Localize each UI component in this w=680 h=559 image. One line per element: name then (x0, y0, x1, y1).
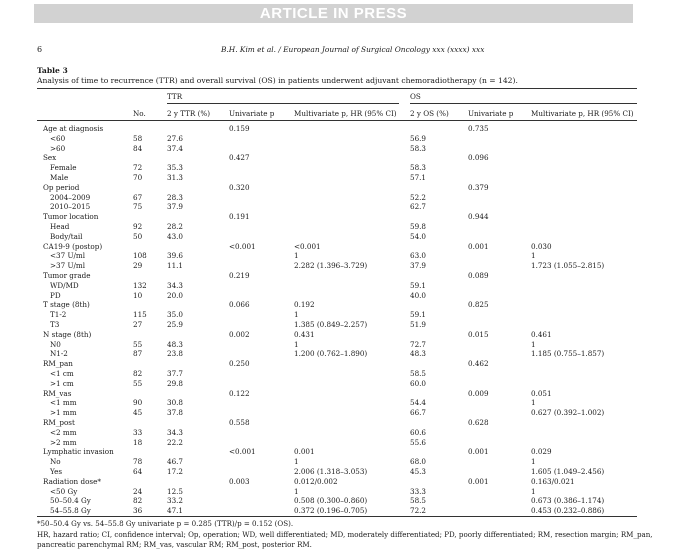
cell-os-multivariate: 1.605 (1.049–2.456) (531, 467, 605, 476)
cell-ttr-2y: 28.2 (167, 222, 184, 231)
table-row (0, 369, 680, 379)
cell-os-2y: 63.0 (410, 251, 427, 261)
cell-ttr-univariate: 0.219 (229, 271, 250, 280)
table-row (0, 408, 680, 418)
group-header-os: OS (410, 92, 421, 101)
cell-os-univariate: 0.628 (468, 418, 489, 427)
cell-ttr-multivariate: 2.006 (1.318–3.053) (294, 467, 368, 476)
table-row (0, 261, 680, 271)
cell-ttr-multivariate: <0.001 (294, 241, 321, 251)
cell-ttr-multivariate: 0.192 (294, 300, 315, 310)
cell-os-2y: 33.3 (410, 486, 427, 496)
row-label: Body/tail (50, 231, 83, 241)
cell-no: 82 (133, 369, 143, 378)
cell-no: 18 (133, 437, 143, 447)
cell-os-2y: 52.2 (410, 192, 427, 202)
cell-no: 90 (133, 398, 143, 408)
cell-os-univariate: 0.009 (468, 388, 489, 398)
cell-ttr-2y: 37.4 (167, 143, 184, 153)
cell-ttr-multivariate: 1 (294, 339, 299, 349)
table-row (0, 330, 680, 340)
row-label: Female (50, 163, 77, 173)
row-label: <60 (50, 133, 66, 143)
row-label: Tumor grade (43, 271, 91, 280)
cell-no: 55 (133, 378, 143, 388)
row-label: T3 (50, 320, 60, 329)
row-label: T1-2 (50, 310, 67, 320)
cell-ttr-2y: 28.3 (167, 192, 184, 202)
cell-os-univariate: 0.379 (468, 182, 489, 192)
footnote-abbreviations: HR, hazard ratio; CI, confidence interval; Op, operation; WD, well differentiated; MD, moderately differentiated; PD, poorly differentiated; RM, resection margin; RM_pan, (37, 530, 653, 539)
cell-no: 45 (133, 408, 143, 418)
cell-ttr-univariate: 0.558 (229, 418, 250, 427)
row-label: >1 mm (50, 408, 77, 418)
col-header-ttr-2y: 2 y TTR (%) (167, 109, 211, 118)
table-row (0, 202, 680, 212)
cell-ttr-multivariate: 1 (294, 310, 299, 320)
row-label: 54–55.8 Gy (50, 506, 91, 516)
cell-os-2y: 59.8 (410, 222, 427, 231)
table-row (0, 212, 680, 222)
table-row (0, 193, 680, 203)
cell-ttr-2y: 22.2 (167, 437, 184, 447)
cell-no: 78 (133, 457, 143, 467)
cell-os-2y: 54.0 (410, 231, 427, 241)
row-label: >60 (50, 143, 66, 153)
cell-ttr-multivariate: 1 (294, 251, 299, 261)
row-label: Age at diagnosis (43, 124, 104, 133)
cell-os-multivariate: 0.453 (0.232–0.886) (531, 506, 605, 516)
cell-ttr-2y: 46.7 (167, 457, 184, 467)
row-label: <1 mm (50, 398, 77, 408)
table-row (0, 144, 680, 154)
cell-ttr-2y: 34.3 (167, 427, 184, 437)
row-label: Op period (43, 182, 80, 192)
cell-no: 33 (133, 427, 143, 437)
cell-ttr-multivariate: 1.200 (0.762–1.890) (294, 349, 368, 359)
article-in-press-banner: ARTICLE IN PRESS (34, 4, 633, 23)
cell-os-multivariate: 1 (531, 398, 536, 408)
table-row (0, 134, 680, 144)
cell-ttr-univariate: 0.320 (229, 182, 250, 192)
cell-os-2y: 58.3 (410, 163, 427, 173)
row-label: N1-2 (50, 349, 68, 359)
table-row (0, 183, 680, 193)
col-header-ttr-univariate: Univariate p (229, 109, 275, 118)
cell-ttr-2y: 29.8 (167, 378, 184, 388)
cell-os-multivariate: 1 (531, 486, 536, 496)
table-row (0, 242, 680, 252)
cell-os-2y: 40.0 (410, 290, 427, 300)
row-label: Head (50, 222, 70, 231)
cell-os-univariate: 0.825 (468, 300, 489, 310)
col-header-os-2y: 2 y OS (%) (410, 109, 449, 118)
cell-no: 108 (133, 251, 147, 261)
cell-ttr-univariate: 0.250 (229, 359, 250, 369)
cell-no: 75 (133, 202, 143, 212)
table-row (0, 428, 680, 438)
cell-os-2y: 58.3 (410, 143, 427, 153)
cell-ttr-2y: 12.5 (167, 486, 184, 496)
row-label: RM_pan (43, 359, 73, 369)
table-row (0, 300, 680, 310)
cell-os-multivariate: 0.051 (531, 388, 552, 398)
cell-ttr-multivariate: 0.431 (294, 329, 315, 339)
row-label: CA19-9 (postop) (43, 241, 103, 251)
row-label: 2004–2009 (50, 192, 91, 202)
footnote-abbreviations-cont: pancreatic parenchymal RM; RM_vas, vascular RM; RM_post, posterior RM. (37, 540, 312, 549)
cell-ttr-2y: 47.1 (167, 506, 184, 516)
cell-ttr-univariate: <0.001 (229, 241, 256, 251)
cell-ttr-2y: 48.3 (167, 339, 184, 349)
cell-ttr-univariate: <0.001 (229, 447, 256, 457)
table-row (0, 163, 680, 173)
row-label: <1 cm (50, 369, 74, 378)
row-label: >37 U/ml (50, 261, 86, 271)
cell-os-multivariate: 1.723 (1.055–2.815) (531, 261, 605, 271)
table-label: Table 3 (37, 66, 68, 75)
table-row (0, 389, 680, 399)
cell-ttr-2y: 37.9 (167, 202, 184, 212)
cell-os-univariate: 0.096 (468, 153, 489, 163)
cell-os-2y: 37.9 (410, 261, 427, 271)
table-row (0, 359, 680, 369)
table-row (0, 477, 680, 487)
row-label: <37 U/ml (50, 251, 86, 261)
cell-os-multivariate: 0.673 (0.386–1.174) (531, 496, 605, 506)
cell-ttr-2y: 37.8 (167, 408, 184, 418)
page-number: 6 (37, 45, 43, 54)
table-bottom-rule (37, 516, 637, 517)
col-header-no: No. (133, 109, 146, 118)
table-row (0, 438, 680, 448)
row-label: RM_vas (43, 388, 72, 398)
cell-ttr-2y: 37.7 (167, 369, 184, 378)
cell-ttr-univariate: 0.002 (229, 329, 250, 339)
cell-no: 132 (133, 280, 147, 290)
cell-os-2y: 56.9 (410, 133, 427, 143)
cell-os-2y: 62.7 (410, 202, 427, 212)
table-caption: Analysis of time to recurrence (TTR) and overall survival (OS) in patients underwent adjuvant chemoradiotherapy (n = 142). (37, 76, 518, 85)
cell-no: 50 (133, 231, 143, 241)
cell-no: 67 (133, 192, 143, 202)
cell-os-2y: 58.5 (410, 369, 427, 378)
cell-ttr-univariate: 0.122 (229, 388, 250, 398)
table-row (0, 496, 680, 506)
cell-no: 87 (133, 349, 143, 359)
cell-os-multivariate: 1 (531, 251, 536, 261)
table-row (0, 251, 680, 261)
cell-os-2y: 66.7 (410, 408, 427, 418)
table-row (0, 153, 680, 163)
cell-no: 36 (133, 506, 143, 516)
cell-ttr-multivariate: 0.012/0.002 (294, 476, 338, 486)
cell-os-multivariate: 0.163/0.021 (531, 476, 575, 486)
running-head: B.H. Kim et al. / European Journal of Surgical Oncology xxx (xxxx) xxx (221, 45, 485, 54)
row-label: <2 mm (50, 427, 77, 437)
group-header-ttr: TTR (167, 92, 183, 101)
cell-os-2y: 72.2 (410, 506, 427, 516)
row-label: No (50, 457, 61, 467)
cell-ttr-univariate: 0.066 (229, 300, 250, 310)
cell-os-multivariate: 0.030 (531, 241, 552, 251)
table-row (0, 340, 680, 350)
cell-os-univariate: 0.089 (468, 271, 489, 280)
cell-os-2y: 59.1 (410, 280, 427, 290)
cell-ttr-2y: 33.2 (167, 496, 184, 506)
cell-os-univariate: 0.015 (468, 329, 489, 339)
table-row (0, 222, 680, 232)
cell-os-univariate: 0.001 (468, 447, 489, 457)
cell-ttr-multivariate: 2.282 (1.396–3.729) (294, 261, 368, 271)
cell-os-2y: 68.0 (410, 457, 427, 467)
cell-ttr-2y: 23.8 (167, 349, 184, 359)
cell-ttr-multivariate: 0.508 (0.300–0.860) (294, 496, 368, 506)
cell-no: 70 (133, 173, 143, 182)
table-row (0, 447, 680, 457)
cell-os-multivariate: 1 (531, 339, 536, 349)
cell-no: 29 (133, 261, 143, 271)
cell-no: 115 (133, 310, 147, 320)
table-row (0, 418, 680, 428)
cell-ttr-2y: 31.3 (167, 173, 184, 182)
cell-no: 10 (133, 290, 143, 300)
row-label: Radiation dose* (43, 476, 101, 486)
cell-os-2y: 55.6 (410, 437, 427, 447)
cell-ttr-2y: 35.3 (167, 163, 184, 173)
table-row (0, 232, 680, 242)
cell-os-2y: 51.9 (410, 320, 427, 329)
cell-no: 24 (133, 486, 143, 496)
table-row (0, 506, 680, 516)
row-label: N stage (8th) (43, 329, 92, 339)
table-row (0, 271, 680, 281)
cell-ttr-2y: 17.2 (167, 467, 184, 476)
table-row (0, 320, 680, 330)
cell-ttr-multivariate: 0.372 (0.196–0.705) (294, 506, 368, 516)
table-row (0, 379, 680, 389)
cell-no: 55 (133, 339, 143, 349)
row-label: 50–50.4 Gy (50, 496, 91, 506)
table-row (0, 281, 680, 291)
row-label: N0 (50, 339, 61, 349)
cell-os-univariate: 0.735 (468, 124, 489, 133)
table-row (0, 124, 680, 134)
cell-no: 84 (133, 143, 143, 153)
row-label: WD/MD (50, 280, 79, 290)
cell-ttr-2y: 27.6 (167, 133, 184, 143)
cell-os-univariate: 0.001 (468, 476, 489, 486)
table-row (0, 291, 680, 301)
cell-ttr-2y: 34.3 (167, 280, 184, 290)
row-label: 2010–2015 (50, 202, 91, 212)
cell-ttr-multivariate: 1 (294, 486, 299, 496)
cell-ttr-univariate: 0.003 (229, 476, 250, 486)
row-label: PD (50, 290, 61, 300)
cell-os-multivariate: 1 (531, 457, 536, 467)
cell-os-multivariate: 1.185 (0.755–1.857) (531, 349, 605, 359)
cell-os-univariate: 0.944 (468, 212, 489, 222)
cell-os-2y: 48.3 (410, 349, 427, 359)
cell-os-2y: 58.5 (410, 496, 427, 506)
cell-no: 64 (133, 467, 143, 476)
cell-os-univariate: 0.001 (468, 241, 489, 251)
col-header-os-multivariate: Multivariate p, HR (95% CI) (531, 109, 634, 118)
cell-ttr-univariate: 0.191 (229, 212, 250, 222)
row-label: Sex (43, 153, 57, 163)
row-label: >2 mm (50, 437, 77, 447)
cell-ttr-univariate: 0.427 (229, 153, 250, 163)
col-header-os-univariate: Univariate p (468, 109, 514, 118)
cell-os-2y: 45.3 (410, 467, 427, 476)
table-row (0, 349, 680, 359)
cell-os-2y: 60.0 (410, 378, 427, 388)
cell-ttr-multivariate: 1.385 (0.849–2.257) (294, 320, 368, 329)
row-label: Tumor location (43, 212, 99, 222)
table-row (0, 173, 680, 183)
cell-ttr-univariate: 0.159 (229, 124, 250, 133)
cell-ttr-multivariate: 0.001 (294, 447, 315, 457)
cell-os-2y: 59.1 (410, 310, 427, 320)
table-row (0, 398, 680, 408)
table-row (0, 457, 680, 467)
row-label: RM_post (43, 418, 75, 427)
cell-no: 82 (133, 496, 143, 506)
cell-ttr-2y: 43.0 (167, 231, 184, 241)
cell-os-univariate: 0.462 (468, 359, 489, 369)
row-label: >1 cm (50, 378, 74, 388)
cell-ttr-2y: 11.1 (167, 261, 184, 271)
cell-ttr-multivariate: 1 (294, 457, 299, 467)
table-row (0, 310, 680, 320)
table-row (0, 487, 680, 497)
cell-no: 92 (133, 222, 143, 231)
row-label: Lymphatic invasion (43, 447, 114, 457)
cell-no: 58 (133, 133, 143, 143)
cell-ttr-2y: 30.8 (167, 398, 184, 408)
cell-ttr-2y: 20.0 (167, 290, 184, 300)
footnote-radiation: *50–50.4 Gy vs. 54–55.8 Gy univariate p = 0.285 (TTR)/p = 0.152 (OS). (37, 519, 294, 528)
cell-os-2y: 72.7 (410, 339, 427, 349)
col-header-ttr-multivariate: Multivariate p, HR (95% CI) (294, 109, 397, 118)
row-label: Yes (50, 467, 63, 476)
cell-ttr-2y: 39.6 (167, 251, 184, 261)
cell-os-2y: 54.4 (410, 398, 427, 408)
cell-os-2y: 60.6 (410, 427, 427, 437)
cell-no: 27 (133, 320, 143, 329)
cell-os-multivariate: 0.029 (531, 447, 552, 457)
cell-os-multivariate: 0.627 (0.392–1.002) (531, 408, 605, 418)
cell-no: 72 (133, 163, 143, 173)
cell-ttr-2y: 35.0 (167, 310, 184, 320)
cell-ttr-2y: 25.9 (167, 320, 184, 329)
row-label: <50 Gy (50, 486, 78, 496)
cell-os-multivariate: 0.461 (531, 329, 552, 339)
cell-os-2y: 57.1 (410, 173, 427, 182)
table-row (0, 467, 680, 477)
row-label: T stage (8th) (43, 300, 90, 310)
row-label: Male (50, 173, 69, 182)
